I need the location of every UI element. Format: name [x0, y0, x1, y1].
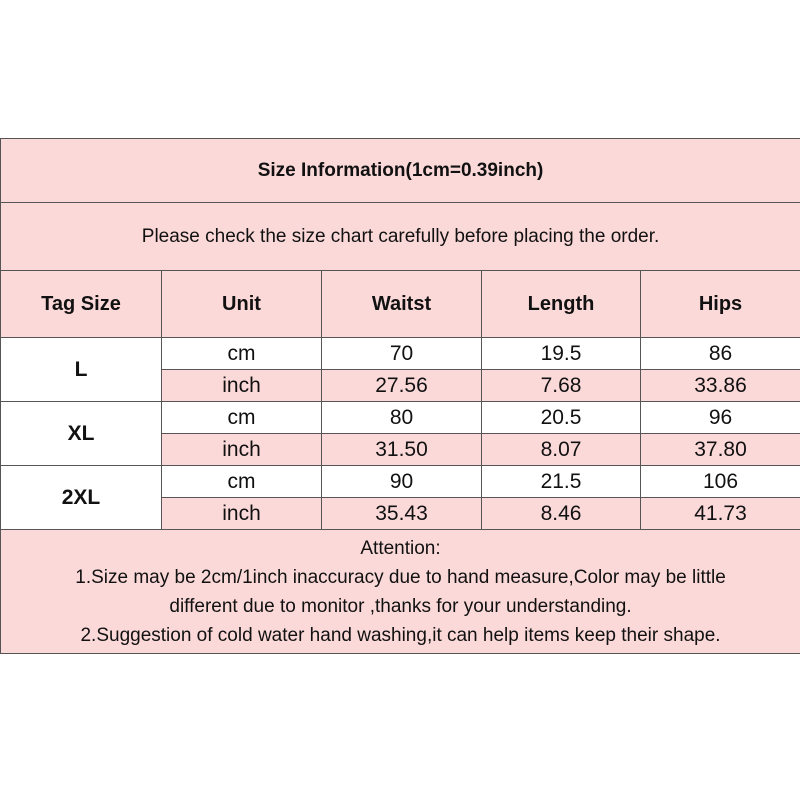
note-line-1a: 1.Size may be 2cm/1inch inaccuracy due to hand measure,Color may be little: [75, 566, 726, 588]
length-cell: 21.5: [482, 466, 641, 498]
size-tag-l: L: [1, 338, 162, 402]
hips-cell: 37.80: [641, 434, 800, 466]
table-subtitle: Please check the size chart carefully before placing the order.: [1, 203, 800, 271]
waist-cell: 31.50: [322, 434, 482, 466]
waist-cell: 35.43: [322, 498, 482, 530]
header-tag-size: Tag Size: [1, 271, 162, 338]
notes-heading: Attention:: [360, 537, 441, 559]
hips-cell: 86: [641, 338, 800, 370]
waist-cell: 27.56: [322, 370, 482, 402]
length-cell: 20.5: [482, 402, 641, 434]
length-cell: 8.07: [482, 434, 641, 466]
note-line-1b: different due to monitor ,thanks for your understanding.: [169, 595, 632, 617]
attention-notes: [1, 530, 800, 654]
notes-row: [1, 530, 800, 654]
table-title: Size Information(1cm=0.39inch): [1, 139, 800, 203]
waist-cell: 80: [322, 402, 482, 434]
length-cell: 8.46: [482, 498, 641, 530]
unit-cell: inch: [162, 498, 322, 530]
size-tag-xl: XL: [1, 402, 162, 466]
size-tag-2xl: 2XL: [1, 466, 162, 530]
unit-cell: cm: [162, 338, 322, 370]
note-line-2: 2.Suggestion of cold water hand washing,it can help items keep their shape.: [80, 624, 721, 646]
size-table: [0, 138, 800, 654]
table-row: [1, 466, 800, 498]
header-unit: Unit: [162, 271, 322, 338]
waist-cell: 70: [322, 338, 482, 370]
unit-cell: inch: [162, 434, 322, 466]
hips-cell: 41.73: [641, 498, 800, 530]
table-row: [1, 338, 800, 370]
subtitle-row: [1, 203, 800, 271]
unit-cell: inch: [162, 370, 322, 402]
header-length: Length: [482, 271, 641, 338]
header-row: [1, 271, 800, 338]
size-chart: [0, 138, 800, 654]
unit-cell: cm: [162, 466, 322, 498]
length-cell: 19.5: [482, 338, 641, 370]
hips-cell: 96: [641, 402, 800, 434]
hips-cell: 33.86: [641, 370, 800, 402]
table-row: [1, 402, 800, 434]
header-hips: Hips: [641, 271, 800, 338]
header-waist: Waitst: [322, 271, 482, 338]
length-cell: 7.68: [482, 370, 641, 402]
waist-cell: 90: [322, 466, 482, 498]
title-row: [1, 139, 800, 203]
hips-cell: 106: [641, 466, 800, 498]
unit-cell: cm: [162, 402, 322, 434]
